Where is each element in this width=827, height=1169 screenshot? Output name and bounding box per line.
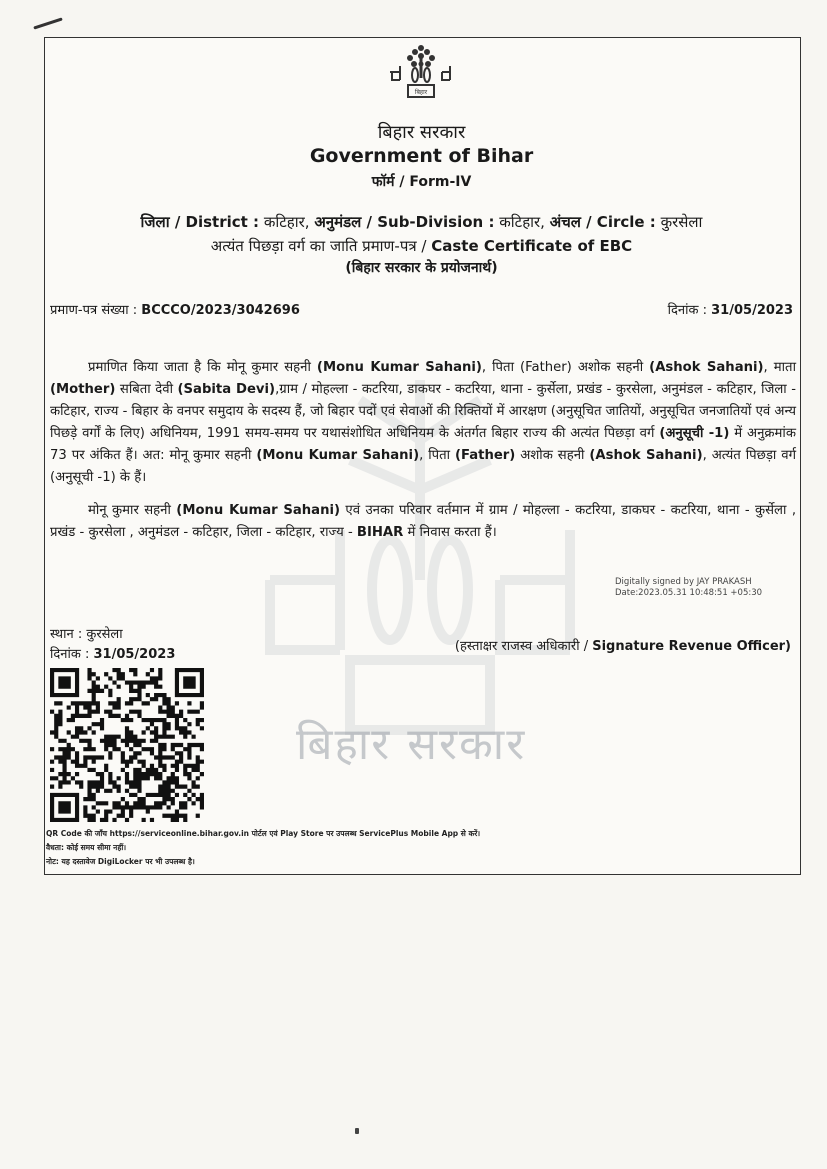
digital-signature-date: Date:2023.05.31 10:48:51 +05:30: [615, 588, 763, 598]
certificate-title: [44, 236, 799, 256]
certificate-title-english: Caste Certificate of EBC: [431, 237, 633, 255]
circle-value: कुरसेला: [660, 213, 703, 231]
digital-signature: [615, 577, 762, 599]
certification-paragraph: प्रमाणित किया जाता है कि मोनू कुमार सहनी (Monu Kumar Sahani), पिता (Father) अशोक सहनी (Ashok Sahani), माता (Mother) सबिता देवी (Sabita Devi),ग्राम / मोहल्ला - कटरिया, डाकघर - कटरिया, थाना - कुर्सेला, प्रखंड - कुरसेला, अनुमंडल - कटिहार, जिला - कटिहार, राज्य - बिहार के वनपर समुदाय के सदस्य हैं, जो बिहार पदों एवं सेवाओं की रिक्तियों में आरक्षण (अनुसूचित जातियों, अनुसूचित जनजातियों एवं अन्य पिछड़े वर्गों के लिए) अधिनियम, 1991 समय-समय पर यथासंशोधित अधिनियम के अंतर्गत बिहार राज्य की अत्यंत पिछड़ा वर्ग (अनुसूची -1) में अनुक्रमांक 73 पर अंकित हैं। अत: मोनू कुमार सहनी (Monu Kumar Sahani), पिता (Father) अशोक सहनी (Ashok Sahani), अत्यंत पिछड़ा वर्ग (अनुसूची -1) के हैं।: [50, 360, 797, 485]
district-value: कटिहार,: [263, 213, 310, 231]
certificate-date-value: 31/05/2023: [711, 303, 793, 318]
digilocker-note: नोट: यह दस्तावेज DigiLocker पर भी उपलब्ध है।: [46, 857, 195, 866]
location-line: [44, 212, 799, 232]
residence-paragraph: मोनू कुमार सहनी (Monu Kumar Sahani) एवं उनका परिवार वर्तमान में ग्राम / मोहल्ला - कटरिया, डाकघर - कटरिया, थाना - कुर्सेला , प्रखंड - कुरसेला , अनुमंडल - कटिहार, जिला - कटिहार, राज्य - BIHAR में निवास करता हैं।: [50, 503, 797, 540]
issue-date-label: दिनांक :: [50, 647, 90, 662]
certificate-date: [668, 300, 793, 318]
issue-date-value: 31/05/2023: [93, 647, 176, 662]
qr-code-icon[interactable]: [50, 668, 204, 822]
digital-signature-name: Digitally signed by JAY PRAKASH: [615, 577, 752, 587]
watermark-text: बिहार सरकार: [296, 719, 527, 770]
signature-officer: [455, 636, 791, 654]
form-label: फॉर्म / Form-IV: [371, 174, 472, 190]
signature-officer-english: Signature Revenue Officer): [592, 639, 791, 654]
place: [50, 624, 123, 642]
pen-mark: [33, 17, 62, 29]
subdivision-value: कटिहार,: [499, 213, 545, 231]
signature-officer-hindi: (हस्ताक्षर राजस्व अधिकारी /: [454, 639, 589, 654]
certificate-number: [50, 300, 300, 318]
certificate-title-hindi: अत्यंत पिछड़ा वर्ग का जाति प्रमाण-पत्र /: [210, 237, 427, 255]
issue-date: [50, 644, 175, 662]
certificate-purpose: (बिहार सरकार के प्रयोजनार्थ): [345, 260, 498, 276]
certificate-number-value: BCCCO/2023/3042696: [141, 303, 300, 318]
govt-title-hindi: बिहार सरकार: [377, 122, 466, 143]
place-label: स्थान :: [50, 627, 83, 642]
paper-speck: [355, 1128, 359, 1134]
subdivision-label: अनुमंडल / Sub-Division :: [314, 213, 495, 231]
govt-title-english: Government of Bihar: [309, 145, 534, 167]
validity-note: वैधता: कोई समय सीमा नहीं।: [46, 843, 127, 852]
district-label: जिला / District :: [140, 213, 260, 231]
qr-verification-note: QR Code की जाँच https://serviceonline.bihar.gov.in पोर्टल एवं Play Store पर उपलब्ध ServicePlus Mobile App से करें।: [46, 829, 481, 838]
circle-label: अंचल / Circle :: [549, 213, 656, 231]
certificate-date-label: दिनांक :: [667, 303, 707, 318]
bihar-emblem-icon: [386, 42, 456, 102]
certificate-number-label: प्रमाण-पत्र संख्या :: [50, 303, 138, 318]
svg-text:बिहार: बिहार: [414, 89, 428, 96]
place-value: कुरसेला: [86, 627, 123, 642]
